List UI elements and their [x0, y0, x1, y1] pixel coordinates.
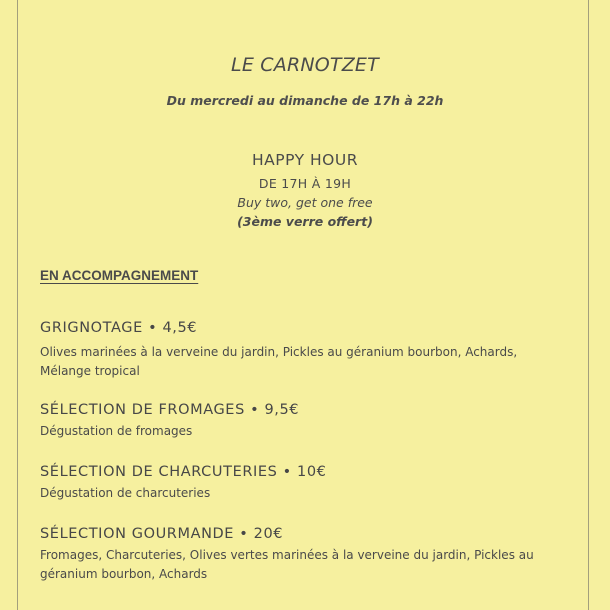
menu-item-gourmande — [40, 524, 565, 584]
menu-item-fromages — [40, 400, 565, 441]
opening-hours: Du mercredi au dimanche de 17h à 22h — [166, 93, 444, 108]
section-heading: EN ACCOMPAGNEMENT — [40, 268, 199, 283]
menu-item-description: Dégustation de charcuteries — [40, 486, 211, 500]
menu-border — [17, 0, 589, 610]
happy-hour-note: (3ème verre offert) — [237, 214, 373, 229]
menu-item-name: GRIGNOTAGE • 4,5€ — [40, 320, 198, 336]
venue-title: LE CARNOTZET — [231, 54, 379, 76]
menu-item-name: SÉLECTION DE CHARCUTERIES • 10€ — [40, 464, 327, 480]
happy-hour-title: HAPPY HOUR — [252, 151, 358, 169]
menu-item-name: SÉLECTION DE FROMAGES • 9,5€ — [40, 402, 300, 418]
menu-item-charcuteries — [40, 462, 565, 503]
menu-item-description: Fromages, Charcuteries, Olives vertes marinées à la verveine du jardin, Pickles au géranium bourbon, Achards — [40, 548, 534, 581]
happy-hour-time: DE 17H À 19H — [258, 176, 352, 191]
menu-item-name: SÉLECTION GOURMANDE • 20€ — [40, 526, 284, 542]
menu-item-grignotage — [40, 318, 565, 381]
happy-hour-offer: Buy two, get one free — [237, 195, 373, 210]
menu-item-description: Dégustation de fromages — [40, 424, 193, 438]
menu-item-description: Olives marinées à la verveine du jardin, Pickles au géranium bourbon, Achards, Mélange tropical — [40, 345, 518, 378]
